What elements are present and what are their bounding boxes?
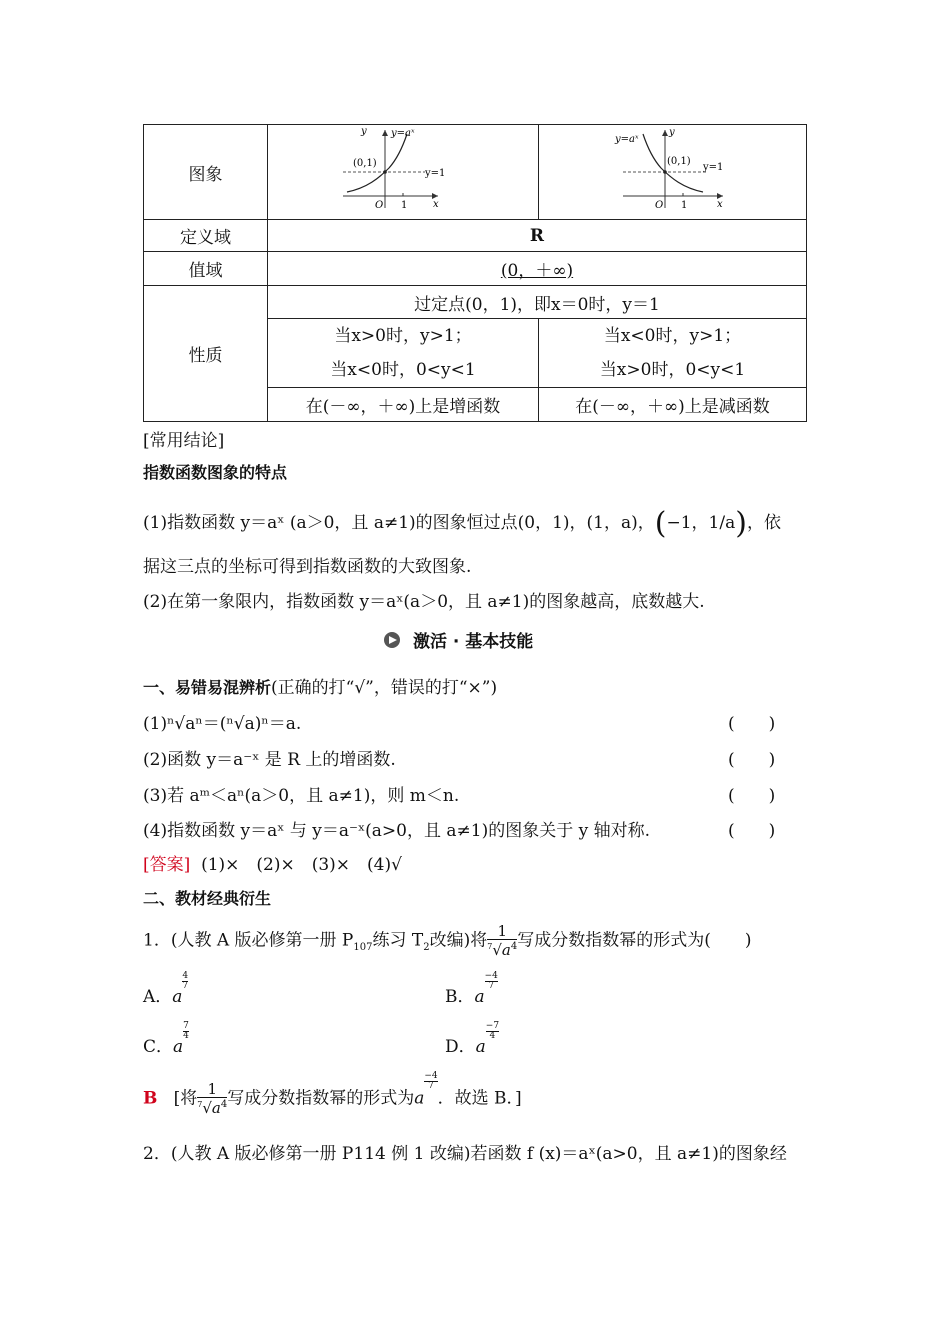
option-c-exponent: $\frac{7}{4}$: [183, 1021, 189, 1041]
point-label: (0,1): [666, 155, 691, 167]
option-d[interactable]: D．a $\frac{-7}{4}$: [445, 1021, 500, 1057]
q1-fraction: $\frac{1}{^7√a^4}$: [487, 922, 518, 959]
conclusion-p1-line2: 据这三点的坐标可得到指数函数的大致图象.: [143, 557, 472, 577]
part1-item-4: (4)指数函数 y＝aˣ 与 y＝a⁻ˣ(a>0，且 a≠1)的图象关于 y 轴对称.: [143, 821, 651, 841]
q1-page: 107: [353, 941, 373, 953]
q1-t: 2: [423, 941, 430, 953]
q1-tail: 写成分数指数幂的形式为( ): [517, 930, 752, 951]
decreasing-values-cell: [539, 319, 807, 388]
question-2: 2．(人教 A 版必修第一册 P114 例 1 改编)若函数 f (x)＝aˣ(a>0，且 a≠1)的图象经: [143, 1144, 787, 1164]
right-monotonic: 在(－∞，＋∞)上是减函数: [539, 388, 807, 422]
curve-label: y=aˣ: [614, 133, 639, 145]
q1-explain-fraction: $\frac{1}{^7√a^4}$: [197, 1080, 228, 1117]
q1-prefix: 1．(人教 A 版必修第一册 P: [143, 930, 354, 951]
answer-blank-1[interactable]: ( ): [728, 714, 776, 734]
conclusion-p2: (2)在第一象限内，指数函数 y＝aˣ(a＞0，且 a≠1)的图象越高，底数越大.: [143, 592, 705, 612]
section-header-title: 激活 · 基本技能: [413, 632, 534, 652]
answer-blank-3[interactable]: ( ): [728, 786, 776, 806]
row-property-label: 性质: [144, 286, 268, 422]
option-c[interactable]: C．a $\frac{7}{4}$: [143, 1021, 189, 1057]
conclusion-p1-point: −1，1/a: [666, 513, 736, 533]
exponential-property-table: [143, 124, 807, 422]
answer-text: (1)× (2)× (3)× (4)√: [201, 855, 402, 875]
domain-value: R: [268, 220, 807, 252]
tick-label: 1: [401, 199, 408, 211]
option-a[interactable]: A．a $\frac{4}{7}$: [143, 971, 189, 1007]
option-a-label: A．: [143, 987, 173, 1007]
axis-y-label: y: [668, 126, 675, 138]
question-1: [143, 924, 751, 958]
section-header: [383, 627, 533, 652]
graph-decreasing-cell: [539, 125, 807, 220]
left-prop-2: 当x<0时，0<y<1: [330, 360, 476, 380]
part1-answer-row: [143, 850, 402, 875]
conclusion-p1-suffix: ，依: [746, 513, 781, 533]
part1-item-3: (3)若 aᵐ＜aⁿ(a＞0，且 a≠1)，则 m＜n.: [143, 786, 460, 806]
axis-x-label: x: [716, 198, 723, 210]
graph-decreasing: [603, 126, 743, 214]
origin-label: O: [654, 199, 663, 211]
option-b[interactable]: B．a $\frac{-4}{7}$: [445, 971, 498, 1007]
option-b-exponent: $\frac{-4}{7}$: [484, 971, 498, 991]
tick-label: 1: [680, 199, 687, 211]
left-monotonic: 在(－∞，＋∞)上是增函数: [268, 388, 539, 422]
curve-label: y=aˣ: [391, 127, 415, 139]
conclusion-p1-prefix: (1)指数函数 y＝aˣ (a＞0，且 a≠1)的图象恒过点(0，1)，(1，a)，: [143, 513, 655, 533]
q1-explain-c: ．故选 B．]: [437, 1088, 522, 1109]
conclusion-p1: (1)指数函数 y＝aˣ (a＞0，且 a≠1)的图象恒过点(0，1)，(1，a)，(−1，1/a)，依: [143, 506, 781, 541]
q1-explain-a: [将: [173, 1088, 198, 1109]
part1-title-note: (正确的打“√”，错误的打“×”): [271, 678, 498, 698]
answer-blank-2[interactable]: ( ): [728, 750, 776, 770]
q1-end: 改编)将: [429, 930, 488, 951]
right-prop-1: 当x<0时，y>1；: [603, 326, 742, 346]
q1-answer-letter: B: [143, 1088, 158, 1109]
fixed-point-text: 过定点(0，1)，即x＝0时，y＝1: [268, 286, 807, 319]
answer-blank-4[interactable]: ( ): [728, 821, 776, 841]
part1-item-1: (1)ⁿ√aⁿ＝(ⁿ√a)ⁿ＝a.: [143, 714, 302, 734]
right-prop-2: 当x>0时，0<y<1: [599, 360, 746, 380]
axis-x-label: x: [433, 198, 439, 210]
part1-item-2: (2)函数 y＝a⁻ˣ 是 R 上的增函数.: [143, 750, 396, 770]
option-d-label: D．: [445, 1037, 476, 1057]
row-range-label: 值域: [144, 252, 268, 286]
part1-title: 一、易错易混辨析: [143, 678, 272, 697]
axis-y-label: y: [361, 125, 367, 137]
range-value: (0，＋∞): [500, 261, 574, 281]
option-c-label: C．: [143, 1037, 174, 1057]
option-a-exponent: $\frac{4}{7}$: [182, 971, 189, 991]
graph-increasing-cell: [268, 125, 539, 220]
q1-mid: 练习 T: [372, 930, 424, 951]
q1-explain-b: 写成分数指数幂的形式为: [227, 1088, 415, 1109]
part1-title-row: [143, 673, 497, 698]
point-label: (0,1): [353, 157, 377, 169]
origin-label: O: [375, 199, 384, 211]
row-graph-label: 图象: [144, 125, 268, 220]
answer-label: [答案]: [143, 855, 191, 875]
line-label: y=1: [425, 167, 446, 179]
line-label: y=1: [702, 161, 723, 173]
left-prop-1: 当x>0时，y>1；: [334, 326, 472, 346]
option-d-exponent: $\frac{-7}{4}$: [485, 1021, 500, 1041]
play-icon: [383, 631, 405, 649]
option-b-label: B．: [445, 987, 475, 1007]
graph-increasing: [333, 126, 473, 214]
increasing-values-cell: [268, 319, 539, 388]
conclusion-tag: [常用结论]: [143, 431, 225, 451]
conclusion-title: 指数函数图象的特点: [143, 463, 288, 482]
part2-title: 二、教材经典衍生: [143, 889, 272, 908]
q1-explanation: B [将 $\frac{1}{^7√a^4}$ 写成分数指数幂的形式为a $\frac{-4}{7}$ ．故选 B．]: [143, 1071, 522, 1117]
row-domain-label: 定义域: [144, 220, 268, 252]
